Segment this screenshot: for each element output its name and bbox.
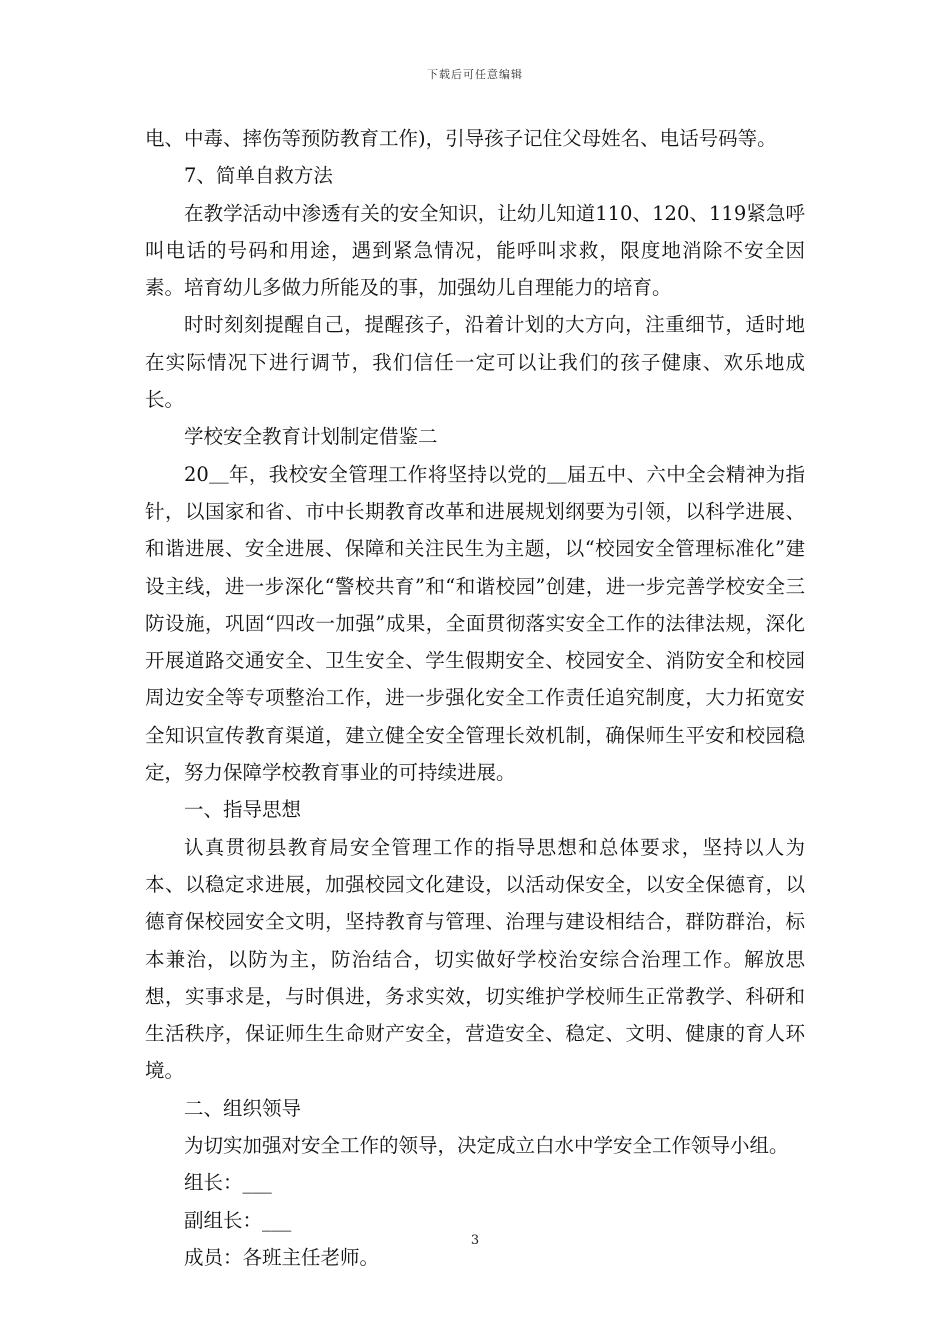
paragraph: 时时刻刻提醒自己，提醒孩子，沿着计划的大方向，注重细节，适时地在实际情况下进行调节，我们信任一定可以让我们的孩子健康、欢乐地成长。 xyxy=(145,313,805,412)
paragraph: 为切实加强对安全工作的领导，决定成立白水中学安全工作领导小组。 xyxy=(184,1134,789,1158)
section-heading: 二、组织领导 xyxy=(184,1096,302,1120)
paragraph: 20＿年，我校安全管理工作将坚持以党的＿届五中、六中全会精神为指针，以国家和省、市中长期教育改革和进展规划纲要为引领，以科学进展、和谐进展、安全进展、保障和关注民生为主题，以“校园安全管理标准化”建设主线，进一步深化“警校共育”和“和谐校园”创建，进一步完善学校安全三防设施，巩固“四改一加强”成果，全面贯彻落实安全工作的法律法规，深化开展道路交通安全、卫生安全、学生假期安全、校园安全、消防安全和校园周边安全等专项整治工作，进一步强化安全工作责任追究制度，大力拓宽安全知识宣传教育渠道，建立健全安全管理长效机制，确保师生平安和校园稳定，努力保障学校教育事业的可持续进展。 xyxy=(145,462,805,785)
page-number: 3 xyxy=(470,1233,480,1248)
section-heading: 一、指导思想 xyxy=(184,798,302,822)
section-heading: 学校安全教育计划制定借鉴二 xyxy=(184,425,438,449)
paragraph: 认真贯彻县教育局安全管理工作的指导思想和总体要求，坚持以人为本、以稳定求进展，加强校园文化建设，以活动保安全，以安全保德育，以德育保校园安全文明，坚持教育与管理、治理与建设相结合，群防群治，标本兼治，以防为主，防治结合，切实做好学校治安综合治理工作。解放思想，实事求是，与时俱进，务求实效，切实维护学校师生正常教学、科研和生活秩序，保证师生生命财产安全，营造安全、稳定、文明、健康的育人环境。 xyxy=(145,835,805,1083)
paragraph: 电、中毒、摔伤等预防教育工作)，引导孩子记住父母姓名、电话号码等。 xyxy=(145,127,777,150)
page-header: 下载后可任意编辑 xyxy=(427,68,523,81)
members-line: 成员：各班主任老师。 xyxy=(184,1245,380,1269)
deputy-leader-line: 副组长：___ xyxy=(184,1208,292,1232)
section-heading: 7、简单自救方法 xyxy=(184,164,333,188)
leader-line: 组长：___ xyxy=(184,1171,272,1195)
paragraph: 在教学活动中渗透有关的安全知识，让幼儿知道110、120、119紧急呼叫电话的号码和用途，遇到紧急情况，能呼叫求救，限度地消除不安全因素。培育幼儿多做力所能及的事，加强幼儿自理能力的培育。 xyxy=(145,201,805,300)
document-body xyxy=(145,120,805,1276)
